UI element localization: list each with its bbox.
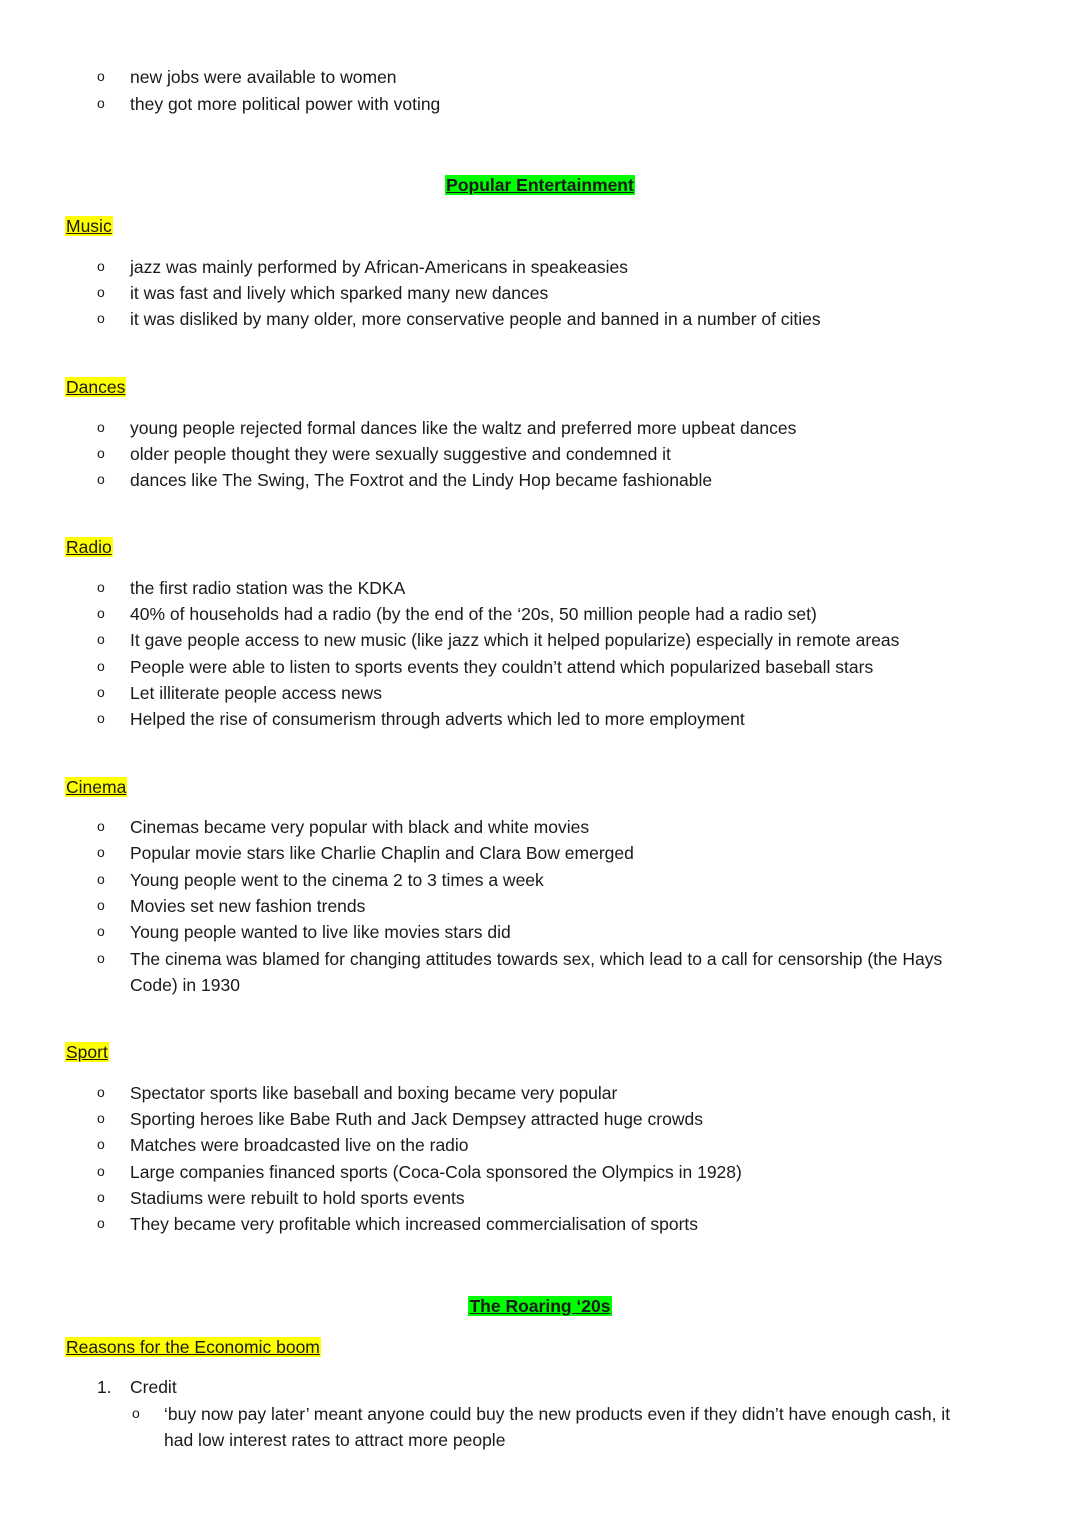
bullet-icon: o [97,1215,105,1231]
list-item: They became very profitable which increased commercialisation of sports [130,1214,699,1234]
bullet-icon: o [97,310,105,326]
list-item: Matches were broadcasted live on the radio [130,1135,469,1155]
list-item: they got more political power with voting [130,94,441,114]
list-item: The cinema was blamed for changing attitudes towards sex, which lead to a call for censorship (the Hays [130,949,943,969]
bullet-icon: o [97,1110,105,1126]
list-item: Large companies financed sports (Coca-Cola sponsored the Olympics in 1928) [130,1162,742,1182]
list-item: People were able to listen to sports events they couldn’t attend which popularized baseball stars [130,657,874,677]
subheading-text: Cinema [66,777,127,797]
list-item: Stadiums were rebuilt to hold sports events [130,1188,465,1208]
bullet-icon: o [97,897,105,913]
bullet-icon: o [97,445,105,461]
bullet-icon: o [97,658,105,674]
list-item: the first radio station was the KDKA [130,578,406,598]
subheading-text: Radio [66,537,112,557]
subheading-text: Dances [66,377,126,397]
bullet-icon: o [97,419,105,435]
section-title [0,175,1080,196]
bullet-icon: o [97,684,105,700]
bullet-icon: o [132,1405,140,1421]
bullet-icon: o [97,1163,105,1179]
bullet-icon: o [97,818,105,834]
bullet-icon: o [97,284,105,300]
list-item: Young people went to the cinema 2 to 3 times a week [130,870,544,890]
list-number: 1. [97,1377,112,1397]
list-item: Cinemas became very popular with black and white movies [130,817,590,837]
list-item: It gave people access to new music (like jazz which it helped popularize) especially in remote areas [130,630,900,650]
section-title-text: The Roaring ‘20s [469,1296,611,1316]
bullet-icon: o [97,605,105,621]
subheading-text: Sport [66,1042,108,1062]
bullet-icon: o [97,710,105,726]
subheading-text: Reasons for the Economic boom [66,1337,320,1357]
bullet-icon: o [97,1136,105,1152]
bullet-icon: o [97,923,105,939]
list-item: new jobs were available to women [130,67,397,87]
section-title [0,1296,1080,1317]
bullet-icon: o [97,631,105,647]
list-item: it was fast and lively which sparked many new dances [130,283,549,303]
list-item: Spectator sports like baseball and boxing became very popular [130,1083,618,1103]
list-item: Helped the rise of consumerism through adverts which led to more employment [130,709,745,729]
list-item: Sporting heroes like Babe Ruth and Jack Dempsey attracted huge crowds [130,1109,703,1129]
section-title-text: Popular Entertainment [446,175,634,195]
list-item: jazz was mainly performed by African-Americans in speakeasies [130,257,628,277]
list-item-continuation: Code) in 1930 [130,975,240,995]
list-item: Young people wanted to live like movies stars did [130,922,511,942]
list-item: Movies set new fashion trends [130,896,366,916]
list-item: dances like The Swing, The Foxtrot and the Lindy Hop became fashionable [130,470,713,490]
bullet-icon: o [97,258,105,274]
list-item: Let illiterate people access news [130,683,382,703]
bullet-icon: o [97,950,105,966]
subheading-radio [65,537,113,558]
list-item: it was disliked by many older, more conservative people and banned in a number of cities [130,309,821,329]
list-item: Credit [130,1377,177,1397]
bullet-icon: o [97,95,105,111]
bullet-icon: o [97,844,105,860]
subheading-economic-boom [65,1337,321,1358]
list-item: Popular movie stars like Charlie Chaplin and Clara Bow emerged [130,843,634,863]
list-item: young people rejected formal dances like the waltz and preferred more upbeat dances [130,418,797,438]
bullet-icon: o [97,1189,105,1205]
bullet-icon: o [97,579,105,595]
subheading-text: Music [66,216,112,236]
bullet-icon: o [97,871,105,887]
bullet-icon: o [97,1084,105,1100]
sub-list-item: ‘buy now pay later’ meant anyone could buy the new products even if they didn’t have enough cash, it [164,1404,951,1424]
subheading-cinema [65,777,127,798]
bullet-icon: o [97,471,105,487]
subheading-music [65,216,113,237]
bullet-icon: o [97,68,105,84]
subheading-sport [65,1042,109,1063]
list-item: 40% of households had a radio (by the end of the ‘20s, 50 million people had a radio set) [130,604,817,624]
list-item: older people thought they were sexually suggestive and condemned it [130,444,671,464]
subheading-dances [65,377,126,398]
sub-list-item-continuation: had low interest rates to attract more people [164,1430,506,1450]
